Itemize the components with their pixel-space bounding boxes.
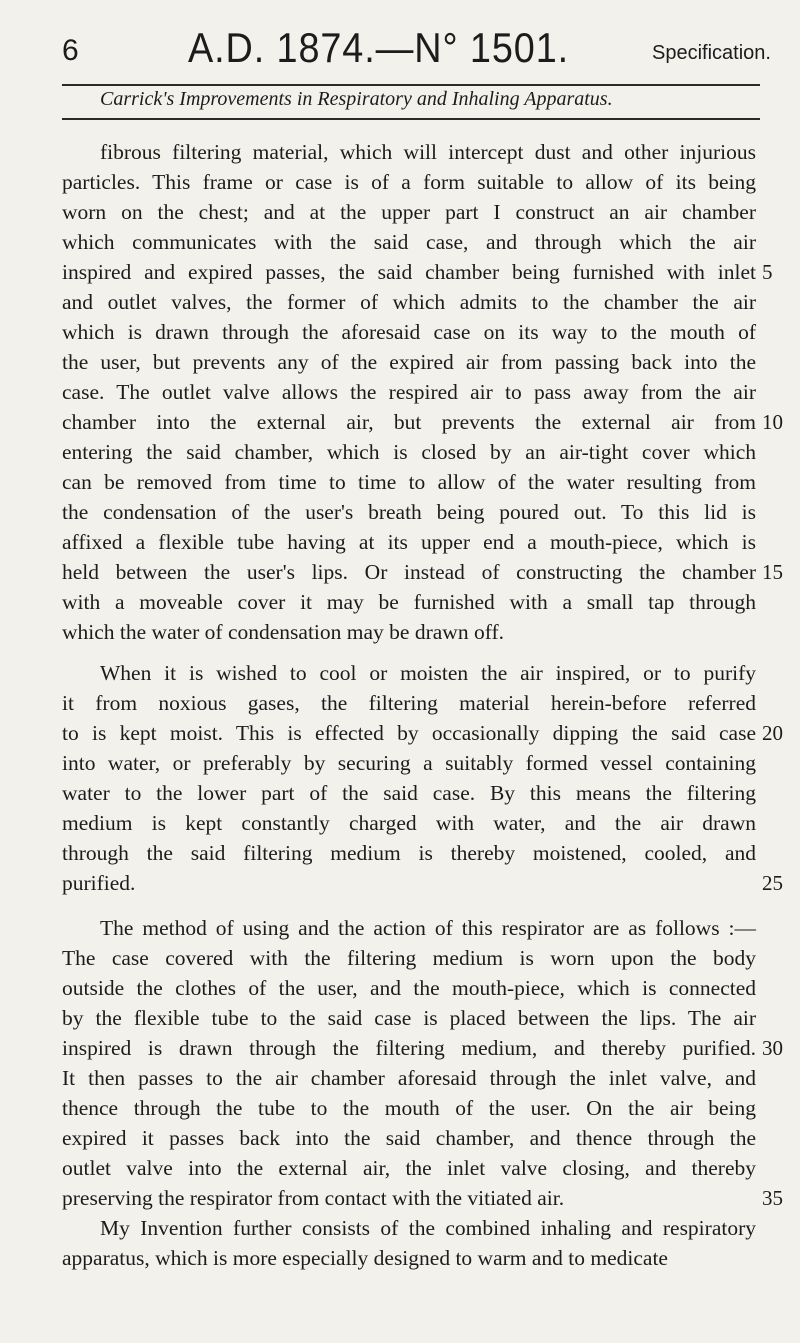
text-line: thence through the tube to the mouth of the user. On the air being <box>62 1096 756 1120</box>
header-rule-bottom <box>62 118 760 120</box>
text-line: fibrous filtering material, which will intercept dust and other injurious <box>100 140 756 164</box>
text-line: preserving the respirator from contact with the vitiated air. <box>62 1186 565 1210</box>
text-line: When it is wished to cool or moisten the air inspired, or to purify <box>100 661 756 685</box>
header-rule-top <box>62 84 760 86</box>
text-line: held between the user's lips. Or instead of constructing the chamber <box>62 560 756 584</box>
text-line: apparatus, which is more especially designed to warm and to medicate <box>62 1246 668 1270</box>
text-line: particles. This frame or case is of a form suitable to allow of its being <box>62 170 756 194</box>
text-line: case. The outlet valve allows the respired air to pass away from the air <box>62 380 756 404</box>
text-line: through the said filtering medium is thereby moistened, cooled, and <box>62 841 756 865</box>
text-line: which the water of condensation may be drawn off. <box>62 620 504 644</box>
margin-line-number: 20 <box>762 721 783 745</box>
page-number: 6 <box>62 34 79 67</box>
margin-line-number: 30 <box>762 1036 783 1060</box>
text-line: worn on the chest; and at the upper part I construct an air chamber <box>62 200 756 224</box>
running-title: Carrick's Improvements in Respiratory and Inhaling Apparatus. <box>100 88 613 110</box>
text-line: inspired is drawn through the filtering medium, and thereby purified. <box>62 1036 756 1060</box>
text-line: medium is kept constantly charged with water, and the air drawn <box>62 811 756 835</box>
text-line: into water, or preferably by securing a suitably formed vessel containing <box>62 751 756 775</box>
text-line: with a moveable cover it may be furnished with a small tap through <box>62 590 756 614</box>
text-line: affixed a flexible tube having at its upper end a mouth-piece, which is <box>62 530 756 554</box>
text-line: It then passes to the air chamber aforesaid through the inlet valve, and <box>62 1066 756 1090</box>
specification-label: Specification. <box>652 42 771 64</box>
margin-line-number: 5 <box>762 260 773 284</box>
text-line: The case covered with the filtering medium is worn upon the body <box>62 946 756 970</box>
text-line: to is kept moist. This is effected by occasionally dipping the said case <box>62 721 756 745</box>
text-line: and outlet valves, the former of which admits to the chamber the air <box>62 290 756 314</box>
margin-line-number: 10 <box>762 410 783 434</box>
margin-line-number: 25 <box>762 871 783 895</box>
text-line: outside the clothes of the user, and the mouth-piece, which is connected <box>62 976 756 1000</box>
text-line: outlet valve into the external air, the inlet valve closing, and thereby <box>62 1156 756 1180</box>
patent-title: A.D. 1874.—N° 1501. <box>188 24 570 71</box>
page-header <box>0 24 800 74</box>
text-line: entering the said chamber, which is closed by an air-tight cover which <box>62 440 756 464</box>
text-line: chamber into the external air, but prevents the external air from <box>62 410 756 434</box>
text-line: purified. <box>62 871 136 895</box>
text-line: The method of using and the action of this respirator are as follows :— <box>100 916 756 940</box>
text-line: inspired and expired passes, the said chamber being furnished with inlet <box>62 260 756 284</box>
text-line: the condensation of the user's breath being poured out. To this lid is <box>62 500 756 524</box>
text-line: which communicates with the said case, and through which the air <box>62 230 756 254</box>
text-line: expired it passes back into the said chamber, and thence through the <box>62 1126 756 1150</box>
text-line: it from noxious gases, the filtering material herein-before referred <box>62 691 756 715</box>
text-line: water to the lower part of the said case. By this means the filtering <box>62 781 756 805</box>
text-line: My Invention further consists of the combined inhaling and respiratory <box>100 1216 756 1240</box>
text-line: the user, but prevents any of the expired air from passing back into the <box>62 350 756 374</box>
margin-line-number: 15 <box>762 560 783 584</box>
text-line: can be removed from time to time to allow of the water resulting from <box>62 470 756 494</box>
margin-line-number: 35 <box>762 1186 783 1210</box>
text-line: by the flexible tube to the said case is placed between the lips. The air <box>62 1006 756 1030</box>
text-line: which is drawn through the aforesaid case on its way to the mouth of <box>62 320 756 344</box>
